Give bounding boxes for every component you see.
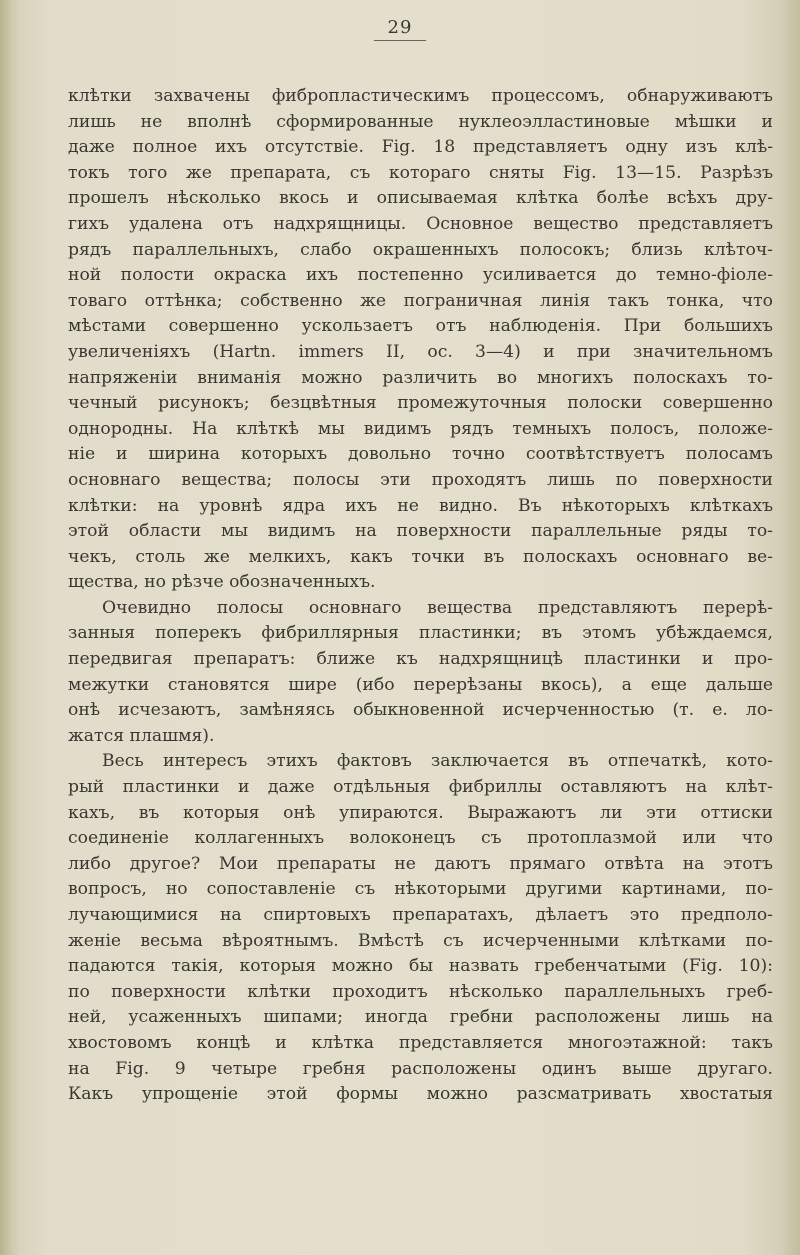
- binding-shadow: [0, 0, 18, 1255]
- paragraph: [68, 596, 773, 750]
- text-line: щества, но рѣзче обозначенныхъ.: [68, 572, 376, 593]
- text-line: чечный рисунокъ; безцвѣтныя промежуточныя полоски совершенно: [68, 393, 773, 414]
- text-line: прошелъ нѣсколько вкось и описываемая клѣтка болѣе всѣхъ дру-: [68, 188, 773, 209]
- text-line: ней, усаженныхъ шипами; иногда гребни расположены лишь на: [68, 1007, 773, 1028]
- text-line: этой области мы видимъ на поверхности параллельные ряды то-: [68, 521, 773, 542]
- text-line: рядъ параллельныхъ, слабо окрашенныхъ полосокъ; близь клѣточ-: [68, 239, 773, 260]
- text-line: ніе и ширина которыхъ довольно точно соотвѣтствуетъ полосамъ: [68, 444, 773, 465]
- text-line: Весь интересъ этихъ фактовъ заключается въ отпечаткѣ, кото-: [102, 751, 773, 772]
- text-line: гихъ удалена отъ надхрящницы. Основное вещество представляетъ: [68, 213, 773, 234]
- text-line: Очевидно полосы основнаго вещества представляютъ перерѣ-: [102, 597, 773, 618]
- text-line: чекъ, столь же мелкихъ, какъ точки въ полоскахъ основнаго ве-: [68, 546, 773, 567]
- paragraph: [68, 749, 773, 1107]
- text-line: мѣстами совершенно ускользаетъ отъ наблюденія. При большихъ: [68, 316, 773, 337]
- text-line: токъ того же препарата, съ котораго сняты Fig. 13—15. Разрѣзъ: [68, 162, 773, 183]
- text-line: лучающимися на спиртовыхъ препаратахъ, дѣлаетъ это предполо-: [68, 905, 773, 925]
- text-line: товаго оттѣнка; собственно же пограничная линія такъ тонка, что: [68, 290, 773, 311]
- text-line: основнаго вещества; полосы эти проходятъ лишь по поверхности: [68, 469, 773, 490]
- text-line: на Fig. 9 четыре гребня расположены одинъ выше другаго.: [68, 1058, 773, 1079]
- text-line: однородны. На клѣткѣ мы видимъ рядъ темныхъ полосъ, положе-: [68, 418, 773, 439]
- body-text: [68, 84, 773, 1108]
- text-line: жатся плашмя).: [68, 725, 215, 746]
- text-line: онѣ исчезаютъ, замѣняясь обыкновенной исчерченностью (т. е. ло-: [68, 700, 773, 721]
- text-line: вопросъ, но сопоставленіе съ нѣкоторыми другими картинами, по-: [68, 879, 773, 900]
- text-line: соединеніе коллагенныхъ волоконецъ съ протоплазмой или что: [68, 828, 773, 849]
- text-line: клѣтки: на уровнѣ ядра ихъ не видно. Въ нѣкоторыхъ клѣткахъ: [68, 495, 773, 516]
- text-line: Какъ упрощеніе этой формы можно разсматривать хвостатыя: [68, 1084, 773, 1105]
- paragraph: [68, 84, 773, 596]
- text-line: кахъ, въ которыя онѣ упираются. Выражаютъ ли эти оттиски: [68, 802, 773, 823]
- text-line: увеличеніяхъ (Hartn. immers II, oc. 3—4) и при значительномъ: [68, 341, 773, 362]
- text-line: даже полное ихъ отсутствіе. Fig. 18 представляетъ одну изъ клѣ-: [68, 137, 773, 158]
- text-line: падаются такія, которыя можно бы назвать гребенчатыми (Fig. 10):: [68, 956, 773, 977]
- text-line: занныя поперекъ фибриллярныя пластинки; въ этомъ убѣждаемся,: [68, 623, 773, 644]
- text-line: хвостовомъ концѣ и клѣтка представляется многоэтажной: такъ: [68, 1032, 773, 1053]
- text-line: межутки становятся шире (ибо перерѣзаны вкось), а еще дальше: [68, 674, 773, 695]
- page-number: [0, 17, 800, 41]
- text-line: рый пластинки и даже отдѣльныя фибриллы оставляютъ на клѣт-: [68, 777, 773, 798]
- text-line: клѣтки захвачены фибропластическимъ процессомъ, обнаруживаютъ: [68, 86, 773, 106]
- text-line: ной полости окраска ихъ постепенно усиливается до темно-фіоле-: [68, 265, 773, 286]
- text-line: передвигая препаратъ: ближе къ надхрящницѣ пластинки и про-: [68, 649, 773, 670]
- text-line: либо другое? Мои препараты не даютъ прямаго отвѣта на этотъ: [68, 853, 773, 874]
- text-line: женіе весьма вѣроятнымъ. Вмѣстѣ съ исчерченными клѣтками по-: [68, 930, 773, 951]
- text-line: по поверхности клѣтки проходитъ нѣсколько параллельныхъ греб-: [68, 981, 773, 1002]
- text-line: лишь не вполнѣ сформированные нуклеоэлластиновые мѣшки и: [68, 111, 773, 132]
- page-number-text: 29: [374, 17, 427, 41]
- text-line: напряженіи вниманія можно различить во многихъ полоскахъ то-: [68, 367, 773, 388]
